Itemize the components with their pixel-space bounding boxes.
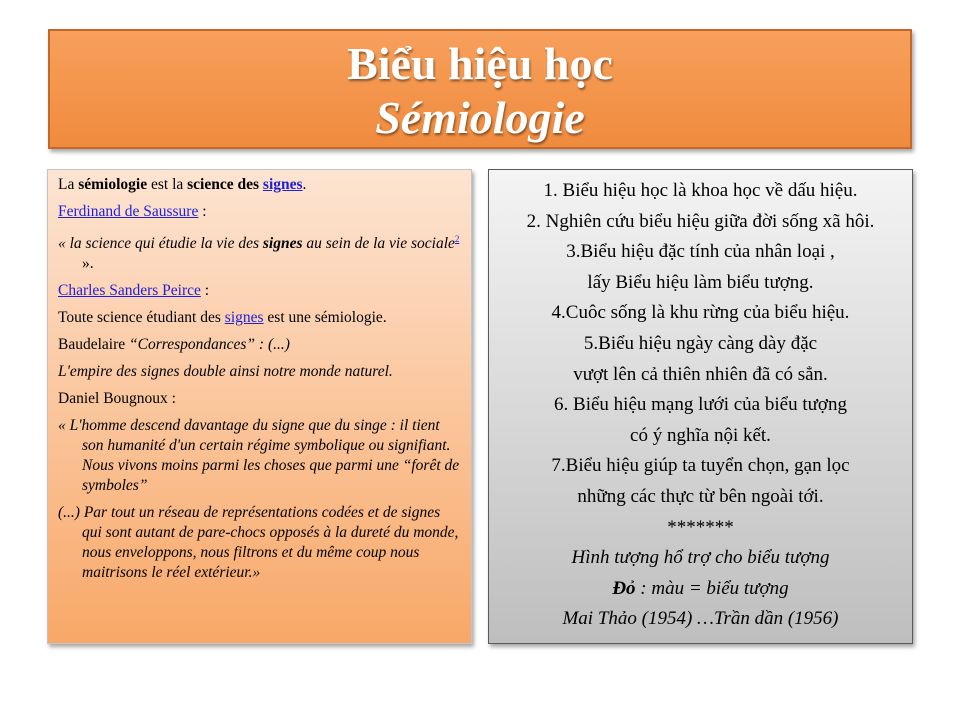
text: : bbox=[198, 203, 207, 220]
text: est la bbox=[147, 176, 188, 193]
peirce-paragraph bbox=[58, 281, 463, 301]
italic-line-authors: Mai Thảo (1954) …Trần dần (1956) bbox=[562, 608, 839, 630]
summary-line-3: 3.Biểu hiệu đặc tính của nhân loại , bbox=[566, 241, 835, 263]
peirce-definition bbox=[58, 308, 463, 328]
summary-line-5: 4.Cuôc sống là khu rừng của biểu hiệu. bbox=[551, 302, 850, 324]
quote-text: (...) Par tout un réseau de représentations codées et de signes qui sont autant de pare-chocs opposés à la dureté du monde, nous enveloppons, nous filtrons et du même coup nous maitrisons le réel extérieur.» bbox=[58, 504, 459, 582]
text: : bbox=[200, 282, 210, 300]
summary-line-1: 1. Biểu hiệu học là khoa học về dấu hiệu. bbox=[543, 180, 858, 201]
quote-end: ». bbox=[82, 255, 94, 273]
summary-line-2: 2. Nghiên cứu biểu hiệu giữa đời sống xã hôi. bbox=[526, 210, 875, 232]
summary-line-8: 6. Biểu hiệu mạng lưới của biểu tượng bbox=[554, 394, 847, 416]
bougnoux-label: Daniel Bougnoux : bbox=[58, 390, 176, 408]
text: est une sémiologie. bbox=[263, 309, 387, 327]
italic-line-do bbox=[489, 574, 912, 605]
quote-bold-signes: signes bbox=[262, 235, 303, 253]
empire-paragraph bbox=[58, 362, 463, 382]
right-summary-panel bbox=[488, 169, 913, 644]
definition-paragraph bbox=[58, 175, 463, 195]
peirce-link[interactable]: Charles Sanders Peirce bbox=[58, 282, 201, 300]
signes-link-label: signes bbox=[262, 176, 303, 193]
text: . bbox=[302, 176, 307, 193]
term-semiologie: sémiologie bbox=[78, 176, 148, 193]
signes-link-2[interactable]: signes bbox=[224, 309, 264, 327]
do-rest-text: : màu = biểu tượng bbox=[635, 577, 789, 599]
saussure-paragraph bbox=[58, 202, 463, 222]
left-text-panel bbox=[47, 169, 472, 644]
summary-line-6: 5.Biểu hiệu ngày càng dày đặc bbox=[583, 332, 818, 354]
summary-line-9: có ý nghĩa nội kết. bbox=[630, 424, 771, 446]
summary-line-7: vượt lên cả thiên nhiên đã có sẳn. bbox=[573, 363, 828, 385]
quote-text: « la science qui étudie la vie des bbox=[58, 235, 263, 253]
do-bold-word: Đỏ bbox=[612, 577, 636, 599]
bougnoux-paragraph bbox=[58, 389, 463, 409]
italic-line-hinh-tuong: Hình tượng hổ trợ cho biểu tượng bbox=[571, 547, 830, 569]
correspondances-title: “Correspondances” : (...) bbox=[129, 336, 290, 354]
bougnoux-quote-1 bbox=[58, 416, 463, 496]
term-science: science des bbox=[187, 176, 263, 193]
summary-line-10: 7.Biểu hiệu giúp ta tuyển chọn, gạn lọc bbox=[551, 455, 850, 477]
empire-quote: L'empire des signes double ainsi notre monde naturel. bbox=[58, 363, 393, 381]
footnote-link[interactable]: 2 bbox=[454, 234, 460, 244]
title-french: Sémiologie bbox=[375, 92, 585, 143]
quote-text: au sein de la vie sociale bbox=[302, 235, 455, 253]
bougnoux-quote-2 bbox=[58, 503, 463, 583]
title-vietnamese: Biểu hiệu học bbox=[347, 38, 613, 89]
slide-title-box bbox=[48, 29, 912, 149]
quote-text: « L'homme descend davantage du signe que du singe : il tient son humanité d'un certain régime symbolique ou signifiant. Nous vivons moins parmi les choses que parmi une “forêt de symboles” bbox=[58, 417, 460, 495]
text: Toute science étudiant des bbox=[58, 309, 225, 327]
summary-line-4: lấy Biểu hiệu làm biểu tượng. bbox=[587, 271, 814, 293]
saussure-link[interactable]: Ferdinand de Saussure bbox=[58, 203, 199, 220]
baudelaire-paragraph bbox=[58, 335, 463, 355]
saussure-quote bbox=[58, 229, 463, 274]
signes-link[interactable] bbox=[263, 176, 303, 193]
text: La bbox=[58, 176, 79, 193]
summary-line-11: những các thực từ bên ngoài tới. bbox=[577, 485, 824, 507]
text: Baudelaire bbox=[58, 336, 130, 354]
asterisk-separator: ******* bbox=[667, 516, 734, 538]
